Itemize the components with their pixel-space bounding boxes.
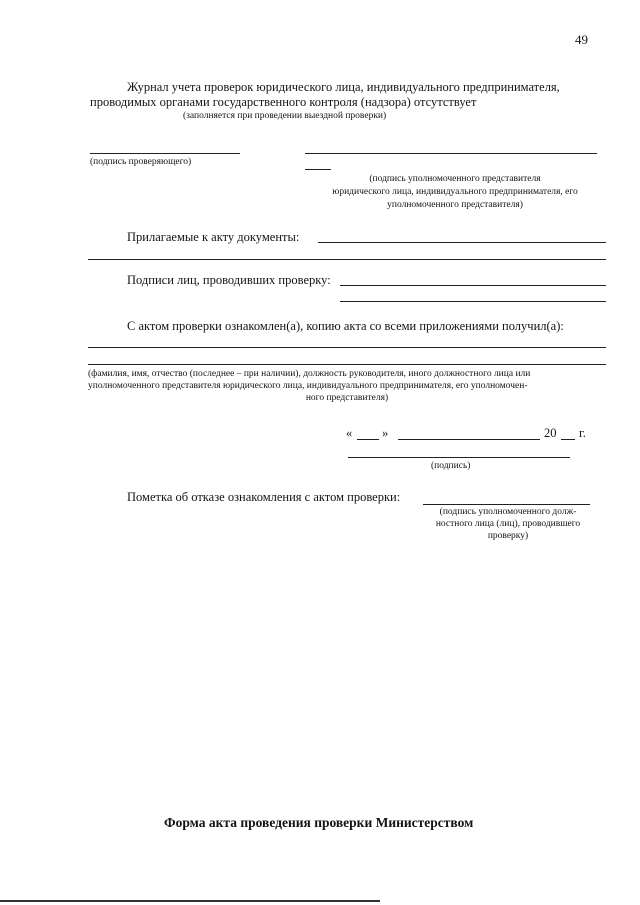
person-caption-3: ного представителя) xyxy=(305,393,389,403)
date-close-quote: » xyxy=(382,426,389,440)
representative-caption-2: юридического лица, индивидуального предпринимателя, его xyxy=(332,187,578,197)
representative-caption-3: уполномоченного представителя) xyxy=(387,200,523,210)
signers-line-2 xyxy=(340,301,606,302)
journal-line-2: проводимых органами государственного контроля (надзора) отсутствует xyxy=(90,95,477,109)
person-caption-2: уполномоченного представителя юридического лица, индивидуального предпринимателя, его уполномочен- xyxy=(88,381,528,391)
date-year-suffix: г. xyxy=(579,426,586,440)
date-month-line xyxy=(398,439,540,440)
date-year-line xyxy=(561,439,575,440)
attached-docs-label: Прилагаемые к акту документы: xyxy=(127,230,300,244)
refusal-label: Пометка об отказе ознакомления с актом проверки: xyxy=(127,490,401,504)
acquainted-line-2 xyxy=(88,364,606,365)
footer-title: Форма акта проведения проверки Министерством xyxy=(164,815,474,830)
page-number: 49 xyxy=(575,32,588,47)
journal-line-1: Журнал учета проверок юридического лица, индивидуального предпринимателя, xyxy=(127,80,560,94)
refusal-caption-3: проверку) xyxy=(487,531,529,541)
refusal-caption-1: (подпись уполномоченного долж- xyxy=(439,507,577,517)
acquainted-line-1 xyxy=(88,347,606,348)
signature-caption: (подпись) xyxy=(431,461,471,471)
inspector-signature-line xyxy=(90,153,240,154)
acquainted-label: С актом проверки ознакомлен(а), копию акта со всеми приложениями получил(а): xyxy=(127,319,564,333)
bottom-edge-line xyxy=(0,900,380,902)
date-day-line xyxy=(357,439,379,440)
attached-docs-line-2 xyxy=(88,259,606,260)
date-year-prefix: 20 xyxy=(544,426,557,440)
refusal-line xyxy=(423,504,590,505)
representative-caption-1: (подпись уполномоченного представителя xyxy=(369,174,541,184)
person-caption-1: (фамилия, имя, отчество (последнее – при наличии), должность руководителя, иного должностного лица или xyxy=(88,369,531,379)
journal-note: (заполняется при проведении выездной проверки) xyxy=(183,111,387,121)
short-line xyxy=(305,169,331,170)
signers-line-1 xyxy=(340,285,606,286)
inspector-caption: (подпись проверяющего) xyxy=(90,157,192,167)
representative-signature-line xyxy=(305,153,597,154)
signature-line xyxy=(348,457,570,458)
signers-label: Подписи лиц, проводивших проверку: xyxy=(127,273,331,287)
date-open-quote: « xyxy=(346,426,353,440)
attached-docs-line-1 xyxy=(318,242,606,243)
refusal-caption-2: ностного лица (лиц), проводившего xyxy=(435,519,581,529)
